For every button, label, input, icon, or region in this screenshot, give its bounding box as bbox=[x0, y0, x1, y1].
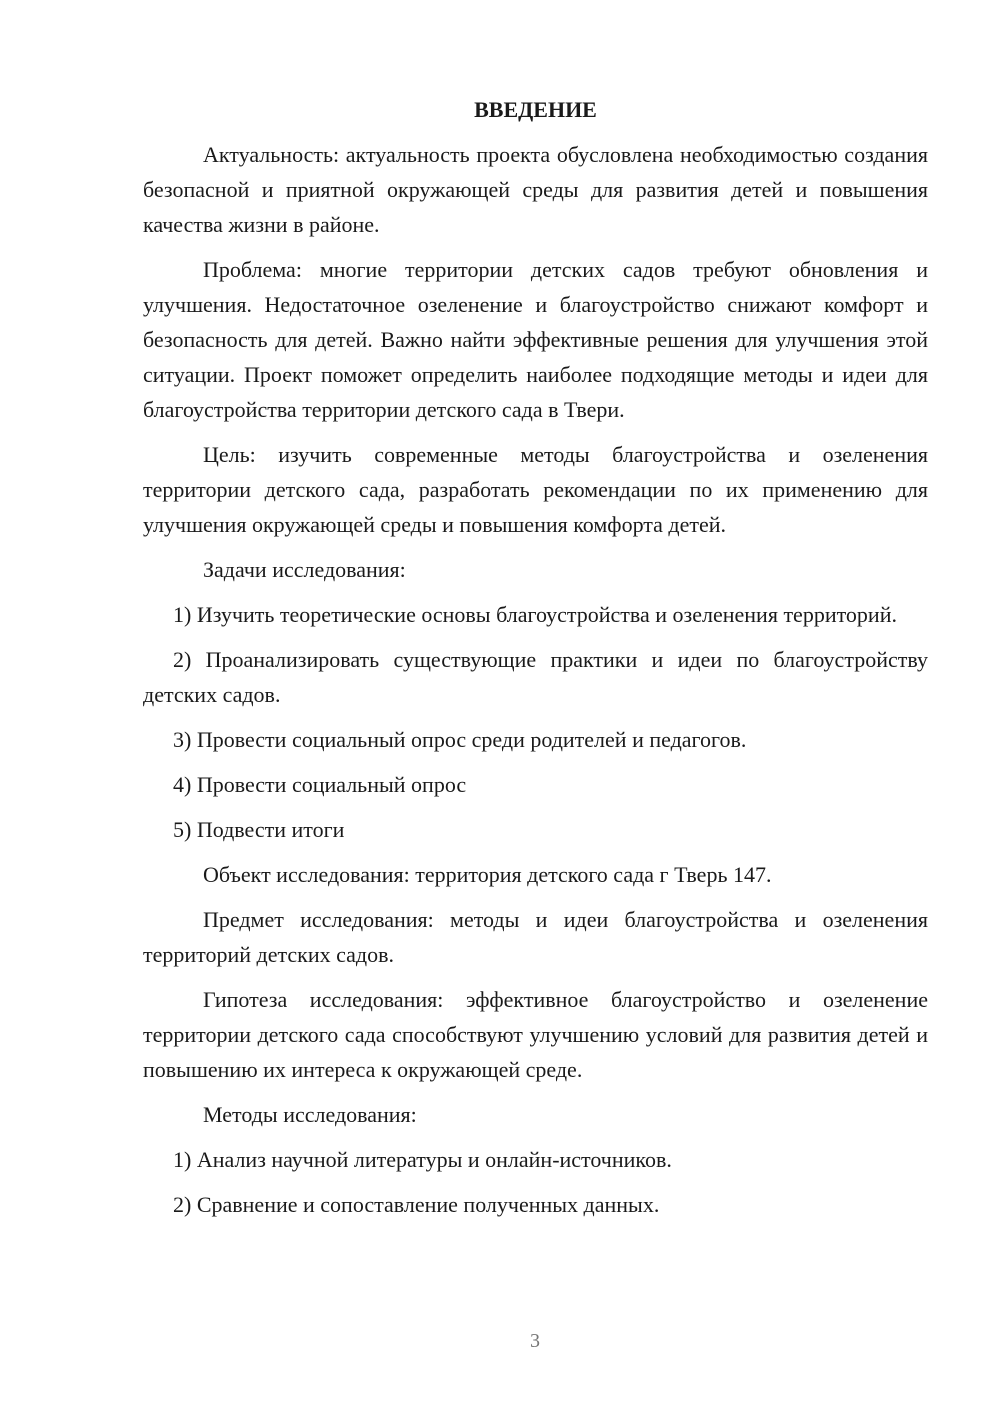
relevance-paragraph: Актуальность: актуальность проекта обусловлена необходимостью создания безопасной и приятной окружающей среды для развития детей и повышения качества жизни в районе. bbox=[143, 142, 928, 237]
task-item-5: 5) Подвести итоги bbox=[173, 817, 345, 842]
task-item-2: 2) Проанализировать существующие практики и идеи по благоустройству детских садов. bbox=[143, 647, 928, 707]
subject-paragraph: Предмет исследования: методы и идеи благоустройства и озеленения территорий детских садов. bbox=[143, 907, 928, 967]
method-item-2: 2) Сравнение и сопоставление полученных данных. bbox=[173, 1192, 660, 1217]
document-page bbox=[143, 92, 928, 1232]
object-paragraph: Объект исследования: территория детского сада г Тверь 147. bbox=[203, 862, 772, 887]
problem-paragraph: Проблема: многие территории детских садов требуют обновления и улучшения. Недостаточное озеленение и благоустройство снижают комфорт и безопасность для детей. Важно найти эффективные решения для улучшения этой ситуации. Проект поможет определить наиболее подходящие методы и идеи для благоустройства территории детского сада в Твери. bbox=[143, 257, 928, 422]
hypothesis-paragraph: Гипотеза исследования: эффективное благоустройство и озеленение территории детского сада способствуют улучшению условий для развития детей и повышению их интереса к окружающей среде. bbox=[143, 987, 928, 1082]
task-item-1: 1) Изучить теоретические основы благоустройства и озеленения территорий. bbox=[173, 602, 897, 627]
task-item-3: 3) Провести социальный опрос среди родителей и педагогов. bbox=[173, 727, 747, 752]
task-item-4: 4) Провести социальный опрос bbox=[173, 772, 467, 797]
tasks-title: Задачи исследования: bbox=[203, 557, 406, 582]
page-number: 3 bbox=[530, 1330, 540, 1352]
method-item-1: 1) Анализ научной литературы и онлайн-источников. bbox=[173, 1147, 672, 1172]
section-heading: ВВЕДЕНИЕ bbox=[474, 97, 597, 122]
methods-title: Методы исследования: bbox=[203, 1102, 417, 1127]
goal-paragraph: Цель: изучить современные методы благоустройства и озеленения территории детского сада, разработать рекомендации по их применению для улучшения окружающей среды и повышения комфорта детей. bbox=[143, 442, 928, 537]
